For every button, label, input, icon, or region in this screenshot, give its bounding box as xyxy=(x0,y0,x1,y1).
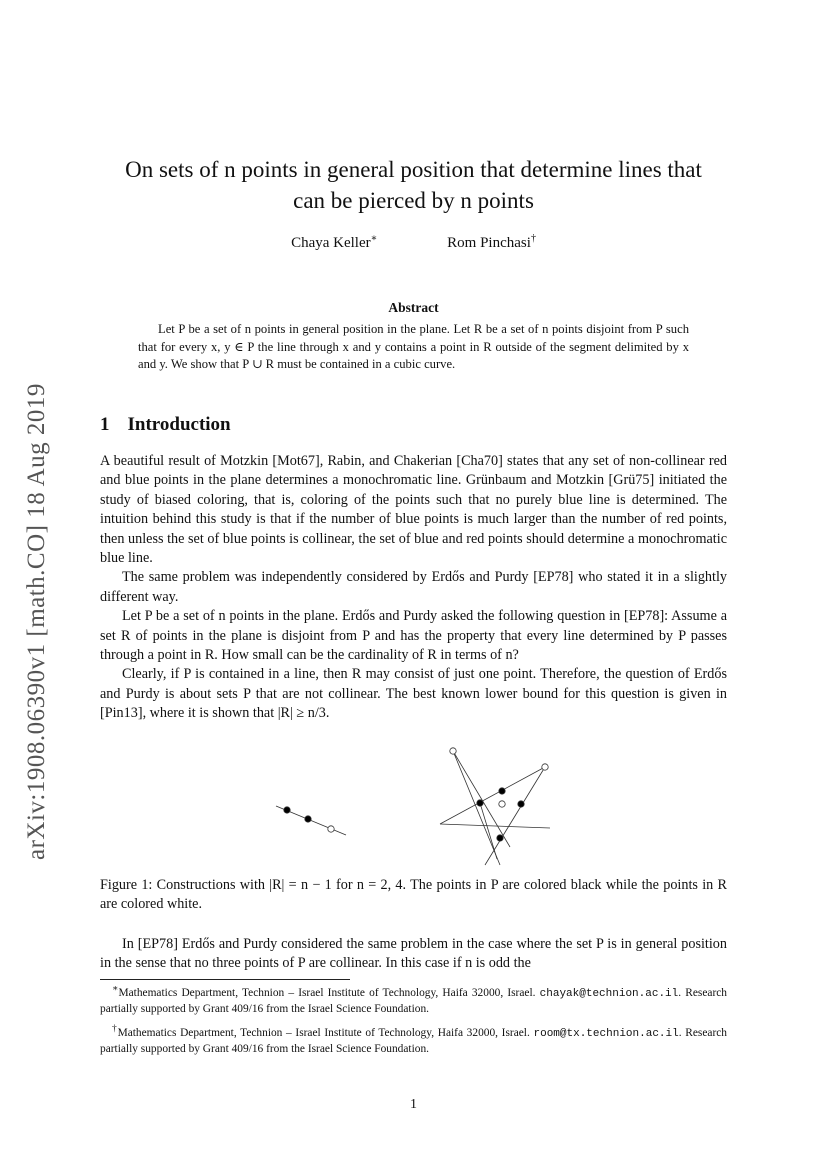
section-number: 1 xyxy=(100,414,110,435)
line xyxy=(453,751,510,847)
footnote-rule xyxy=(100,979,350,980)
author-footnote-mark: † xyxy=(530,233,536,244)
white-point xyxy=(499,801,505,807)
footnotes xyxy=(100,982,727,1062)
line xyxy=(440,767,545,824)
black-point xyxy=(518,801,524,807)
footnote-funding: . Research partially supported by Grant 409/16 from the Israel Science Foundation. xyxy=(100,986,728,1016)
paragraph: Clearly, if P is contained in a line, then R may consist of just one point. Therefore, the question of Erdős and Purdy is about sets P that are not collinear. The best known lower bound for this question is given in [Pin13], where it is shown that |R| ≥ n/3. xyxy=(100,666,727,722)
author-footnote-mark: ∗ xyxy=(370,233,378,244)
white-point xyxy=(450,748,456,754)
line xyxy=(440,824,550,828)
black-point xyxy=(305,816,311,822)
introduction-body xyxy=(100,452,727,724)
title-line-2: can be pierced by n points xyxy=(293,188,534,213)
paragraph: The same problem was independently considered by Erdős and Purdy [EP78] who stated it in a slightly different way. xyxy=(100,569,727,605)
white-point xyxy=(542,764,548,770)
author-list xyxy=(100,233,727,252)
paper-title xyxy=(100,154,727,216)
abstract-heading: Abstract xyxy=(388,300,439,315)
footnote-mark: ∗ xyxy=(112,984,119,994)
author-2 xyxy=(447,233,536,252)
paragraph: Let P be a set of n points in the plane. Erdős and Purdy asked the following question in [EP78]: Assume a set R of points in the plane is disjoint from P and has the property that every line determined by P passes through a point in R. How small can be the cardinality of R in terms of n? xyxy=(100,608,727,664)
footnote-mark: † xyxy=(112,1023,118,1034)
footnote-affiliation: Mathematics Department, Technion – Israel Institute of Technology, Haifa 32000, Israel. xyxy=(118,986,536,999)
figure-1-constructions xyxy=(260,740,580,870)
line xyxy=(453,751,500,865)
footnote-affiliation: Mathematics Department, Technion – Israel Institute of Technology, Haifa 32000, Israel. xyxy=(117,1026,530,1039)
black-point xyxy=(284,807,290,813)
author-1 xyxy=(291,233,377,252)
footnote-1 xyxy=(100,982,727,1018)
paragraph: A beautiful result of Motzkin [Mot67], Rabin, and Chakerian [Cha70] states that any set of non-collinear red and blue points in the plane determines a monochromatic line. Grünbaum and Motzkin [Grü75] initiated the study of biased coloring, that is, coloring of the points such that no purely blue line is determined. The intuition behind this study is that if the number of blue points is much larger than the number of red points, then unless the set of blue points is collinear, the set of blue and red points should determine a monochromatic blue line. xyxy=(100,453,727,567)
body-continued xyxy=(100,935,727,974)
black-point xyxy=(497,835,503,841)
figure-caption: Figure 1: Constructions with |R| = n − 1 for n = 2, 4. The points in P are colored black while the points in R are colored white. xyxy=(100,877,727,913)
section-heading xyxy=(100,414,249,436)
page-number: 1 xyxy=(410,1097,417,1112)
footnote-email-link[interactable]: chayak@technion.ac.il xyxy=(539,987,679,1000)
arxiv-sidebar-stamp: arXiv:1908.06390v1 [math.CO] 18 Aug 2019 xyxy=(23,383,50,860)
section-title: Introduction xyxy=(127,414,231,435)
title-line-1: On sets of n points in general position that determine lines that xyxy=(125,157,702,182)
construction-n4 xyxy=(440,748,550,865)
black-point xyxy=(499,788,505,794)
black-point xyxy=(477,800,483,806)
author-name: Chaya Keller xyxy=(291,235,371,251)
abstract-body xyxy=(138,321,689,374)
construction-n2 xyxy=(276,806,346,835)
author-name: Rom Pinchasi xyxy=(447,235,531,251)
footnote-email-link[interactable]: room@tx.technion.ac.il xyxy=(533,1027,679,1040)
abstract-text: Let P be a set of n points in general position in the plane. Let R be a set of n points disjoint from P such that for every x, y ∈ P the line through x and y contains a point in R outside of the segment delimited by x and y. We show that P ∪ R must be contained in a cubic curve. xyxy=(138,322,689,372)
white-point xyxy=(328,826,334,832)
footnote-funding: . Research partially supported by Grant 409/16 from the Israel Science Foundation. xyxy=(100,1026,727,1056)
footnote-2 xyxy=(100,1022,727,1058)
paragraph: In [EP78] Erdős and Purdy considered the same problem in the case where the set P is in general position in the sense that no three points of P are collinear. In this case if n is odd the xyxy=(100,936,727,972)
